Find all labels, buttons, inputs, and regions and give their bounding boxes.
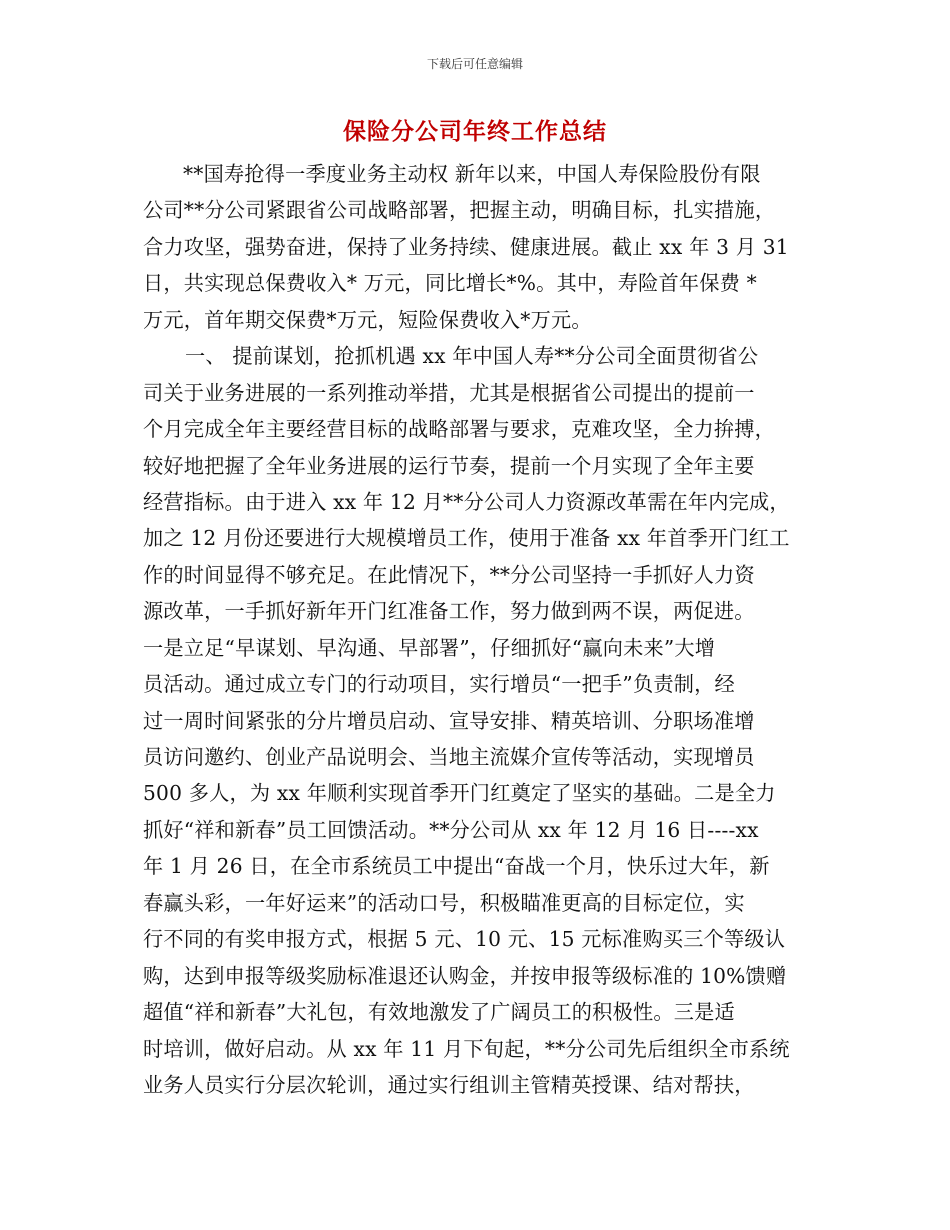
body-line: 作的时间显得不够充足。在此情况下，**分公司坚持一手抓好人力资 xyxy=(143,562,755,587)
body-line: 超值“祥和新春”大礼包，有效地激发了广阔员工的积极性。三是适 xyxy=(143,1000,735,1025)
body-line: 合力攻坚，强势奋进，保持了业务持续、健康进展。截止 xx 年 3 月 31 xyxy=(143,234,789,259)
body-line: 公司**分公司紧跟省公司战略部署，把握主动，明确目标，扎实措施， xyxy=(143,198,776,223)
body-line: 时培训，做好启动。从 xx 年 11 月下旬起，**分公司先后组织全市系统 xyxy=(143,1036,790,1061)
body-line: 员访问邀约、创业产品说明会、当地主流媒介宣传等活动，实现增员 xyxy=(143,745,755,769)
body-line: 购，达到申报等级奖励标准退还认购金，并按申报等级标准的 10%馈赠 xyxy=(143,963,787,988)
body-line: 一是立足“早谋划、早沟通、早部署”，仔细抓好“赢向未来”大增 xyxy=(143,635,716,660)
body-line: 抓好“祥和新春”员工回馈活动。**分公司从 xx 年 12 月 16 日----xx xyxy=(143,817,759,842)
body-line: 行不同的有奖申报方式，根据 5 元、10 元、15 元标准购买三个等级认 xyxy=(143,927,786,952)
body-line: 个月完成全年主要经营目标的战略部署与要求，克难攻坚，全力拚搏， xyxy=(143,417,776,442)
body-line: 过一周时间紧张的分片增员启动、宣导安排、精英培训、分职场准增 xyxy=(143,708,755,733)
body-line: 年 1 月 26 日，在全市系统员工中提出“奋战一个月，快乐过大年，新 xyxy=(143,854,770,879)
body-line: 一、 提前谋划，抢抓机遇 xx 年中国人寿**分公司全面贯彻省公 xyxy=(185,344,759,369)
body-line: 司关于业务进展的一系列推动举措，尤其是根据省公司提出的提前一 xyxy=(143,380,755,405)
body-line: 万元，首年期交保费*万元，短险保费收入*万元。 xyxy=(143,307,592,332)
body-line: 经营指标。由于进入 xx 年 12 月**分公司人力资源改革需在年内完成， xyxy=(143,489,790,514)
body-line: 500 多人，为 xx 年顺利实现首季开门红奠定了坚实的基础。二是全力 xyxy=(143,781,776,806)
body-line: 春赢头彩，一年好运来”的活动口号，积极瞄准更高的目标定位，实 xyxy=(143,890,745,915)
body-line: 加之 12 月份还要进行大规模增员工作，使用于准备 xx 年首季开门红工 xyxy=(143,526,790,551)
document-body xyxy=(143,156,813,1103)
document-title: 保险分公司年终工作总结 xyxy=(343,119,607,145)
body-line: 员活动。通过成立专门的行动项目，实行增员“一把手”负责制，经 xyxy=(143,672,735,697)
body-line: 日，共实现总保费收入* 万元，同比增长*%。其中，寿险首年保费 * xyxy=(143,271,757,296)
body-line: 业务人员实行分层次轮训，通过实行组训主管精英授课、结对帮扶， xyxy=(143,1072,755,1097)
page-header-note: 下载后可任意编辑 xyxy=(426,57,523,71)
body-line: 源改革，一手抓好新年开门红准备工作，努力做到两不误，两促进。 xyxy=(143,599,755,624)
body-line: 较好地把握了全年业务进展的运行节奏，提前一个月实现了全年主要 xyxy=(143,453,755,478)
body-line: **国寿抢得一季度业务主动权 新年以来，中国人寿保险股份有限 xyxy=(183,162,761,186)
